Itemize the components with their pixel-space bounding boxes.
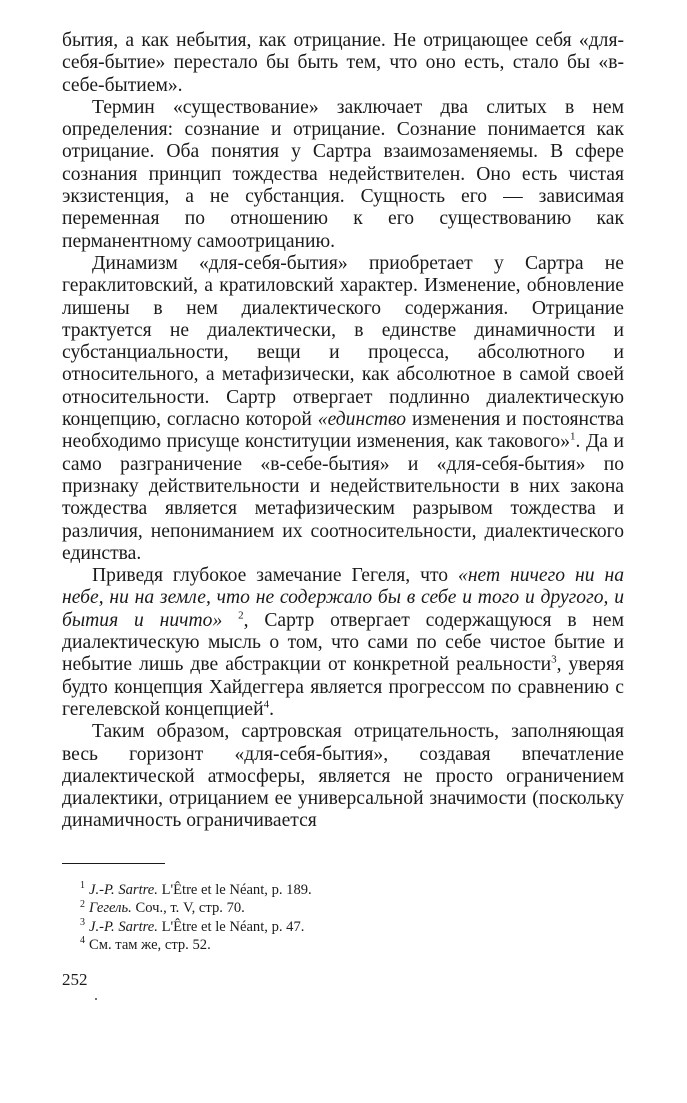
footnote-text: См. там же, стр. 52. [89, 937, 211, 954]
footnote-ref: 4 [263, 698, 270, 711]
main-text [62, 30, 624, 833]
footnote-author: Гегель. [89, 900, 132, 917]
footnote [62, 918, 622, 936]
footnote [62, 881, 622, 899]
italic-quote: «нет ничего ни на небе, ни на земле, что не содержало бы в себе и того и другого, и бытия и ничто» [62, 565, 624, 631]
footnote-number: 1 [80, 880, 85, 892]
footnote-author: J.-P. Sartre. [89, 882, 158, 898]
footnote-ref: 2 [238, 609, 244, 622]
paragraph [62, 97, 624, 253]
text-run: бытия, а как небытия, как отрицание. Не отрицающее себя «для-себя-бытие» перестало бы быть тем, что оно есть, стало бы «в-себе-бытием». [62, 30, 624, 96]
footnote-author: J.-P. Sartre. [89, 918, 158, 935]
text-run: Таким образом, сартровская отрицательность, заполняющая весь горизонт «для-себя-бытия», создавая впечатление диалектической атмосферы, является не просто ограничением диалектики, отрицанием ее универсальной значимости (поскольку динамичность ограничивается [62, 721, 624, 832]
footnote-text: L'Être et le Néant, p. 189. [161, 882, 312, 898]
footnote-separator [62, 863, 165, 864]
text-run [222, 610, 238, 631]
footnote-number: 3 [80, 916, 85, 928]
footnote-text: Соч., т. V, стр. 70. [135, 900, 245, 917]
page-number: 252 [62, 970, 88, 989]
text-run: . Да и само разграничение «в-себе-бытия» и «для-себя-бытия» по признаку действительности и недействительности в них закона тождества является метафизическим разрывом тождества и различия, непониманием их соотносительности, диалектического единства. [62, 431, 625, 564]
footnote [62, 899, 622, 917]
paragraph [62, 565, 624, 721]
paragraph [62, 253, 624, 565]
text-run: , Сартр отвергает содержащуюся в нем диалектическую мысль о том, что сами по себе чистое бытие и небытие лишь две абстракции от конкретной реальности [62, 609, 624, 676]
text-run: , уверяя будто концепция Хайдеггера является прогрессом по сравнению с гегелевской концепцией [62, 654, 624, 720]
text-run: Динамизм «для-себя-бытия» приобретает у Сартра не гераклитовский, а кратиловский характер. Изменение, обновление лишены в нем диалектического содержания. Отрицание трактуется не диалектически, в единстве динамичности и субстанциальности, вещи и процесса, абсолютного и относительного, а метафизически, как абсолютное в самой своей относительности. Сартр отвергает подлинно диалектическую концепцию, согласно которой [62, 252, 624, 431]
footnote [62, 936, 622, 954]
footnote-ref: 3 [551, 653, 557, 666]
footnotes [62, 881, 622, 955]
footnote-number: 2 [80, 898, 85, 910]
text-run: изменения и постоянства необходимо присуще конституции изменения, как такового» [62, 409, 624, 453]
paragraph [62, 30, 624, 97]
footnote-text: L'Être et le Néant, p. 47. [161, 918, 305, 935]
print-speck [95, 998, 97, 1000]
footnote-ref: 1 [570, 430, 576, 443]
text-run: Термин «существование» заключает два слитых в нем определения: сознание и отрицание. Сознание понимается как отрицание. Оба понятия у Сартра взаимозаменяемы. В сфере сознания принцип тождества недействителен. Оно есть чистая экзистенция, а не субстанция. Сущность его — зависимая переменная по отношению к его существованию как перманентному самоотрицанию. [62, 96, 624, 252]
footnote-number: 4 [80, 935, 85, 947]
text-run: Приведя глубокое замечание Гегеля, что [92, 565, 459, 587]
italic-quote: «единство [317, 409, 407, 431]
paragraph [62, 721, 624, 832]
text-run: . [269, 698, 274, 720]
